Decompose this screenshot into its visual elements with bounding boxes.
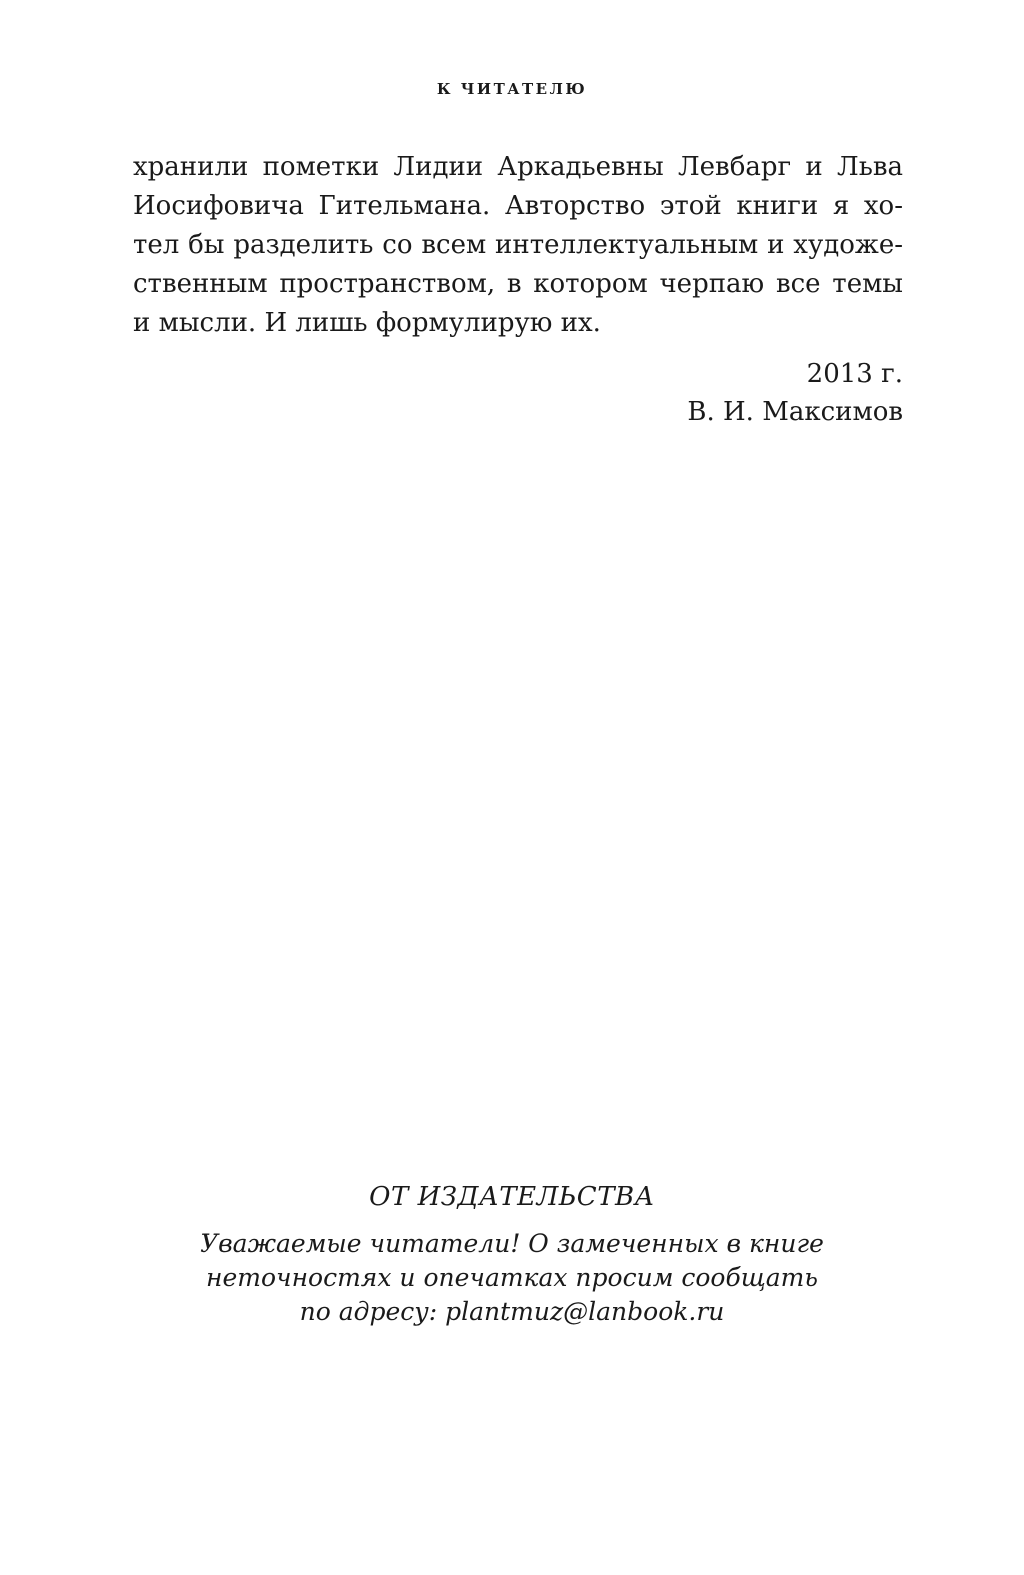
publisher-note-line: неточностях и опечатках просим сообщать — [206, 1263, 818, 1292]
publisher-note-title: ОТ ИЗДАТЕЛЬСТВА — [369, 1182, 655, 1212]
paragraph-line: ственным пространством, в котором черпаю все темы — [133, 269, 903, 299]
signature-year: 2013 г. — [806, 359, 903, 389]
publisher-note-email-line: по адресу: plantmuz@lanbook.ru — [299, 1297, 725, 1326]
paragraph-line: тел бы разделить со всем интеллектуальным и художе- — [133, 230, 903, 260]
publisher-note-line: Уважаемые читатели! О замеченных в книге — [200, 1229, 824, 1258]
signature-author: В. И. Максимов — [687, 397, 903, 427]
signature-block — [687, 355, 903, 431]
body-paragraph — [133, 148, 903, 343]
running-head: К ЧИТАТЕЛЮ — [436, 80, 588, 98]
paragraph-line: и мысли. И лишь формулирую их. — [133, 308, 601, 338]
paragraph-line: Иосифовича Гительмана. Авторство этой книги я хо- — [133, 191, 903, 221]
paragraph-line: хранили пометки Лидии Аркадьевны Левбарг и Льва — [133, 152, 903, 182]
publisher-note — [0, 1177, 1024, 1329]
